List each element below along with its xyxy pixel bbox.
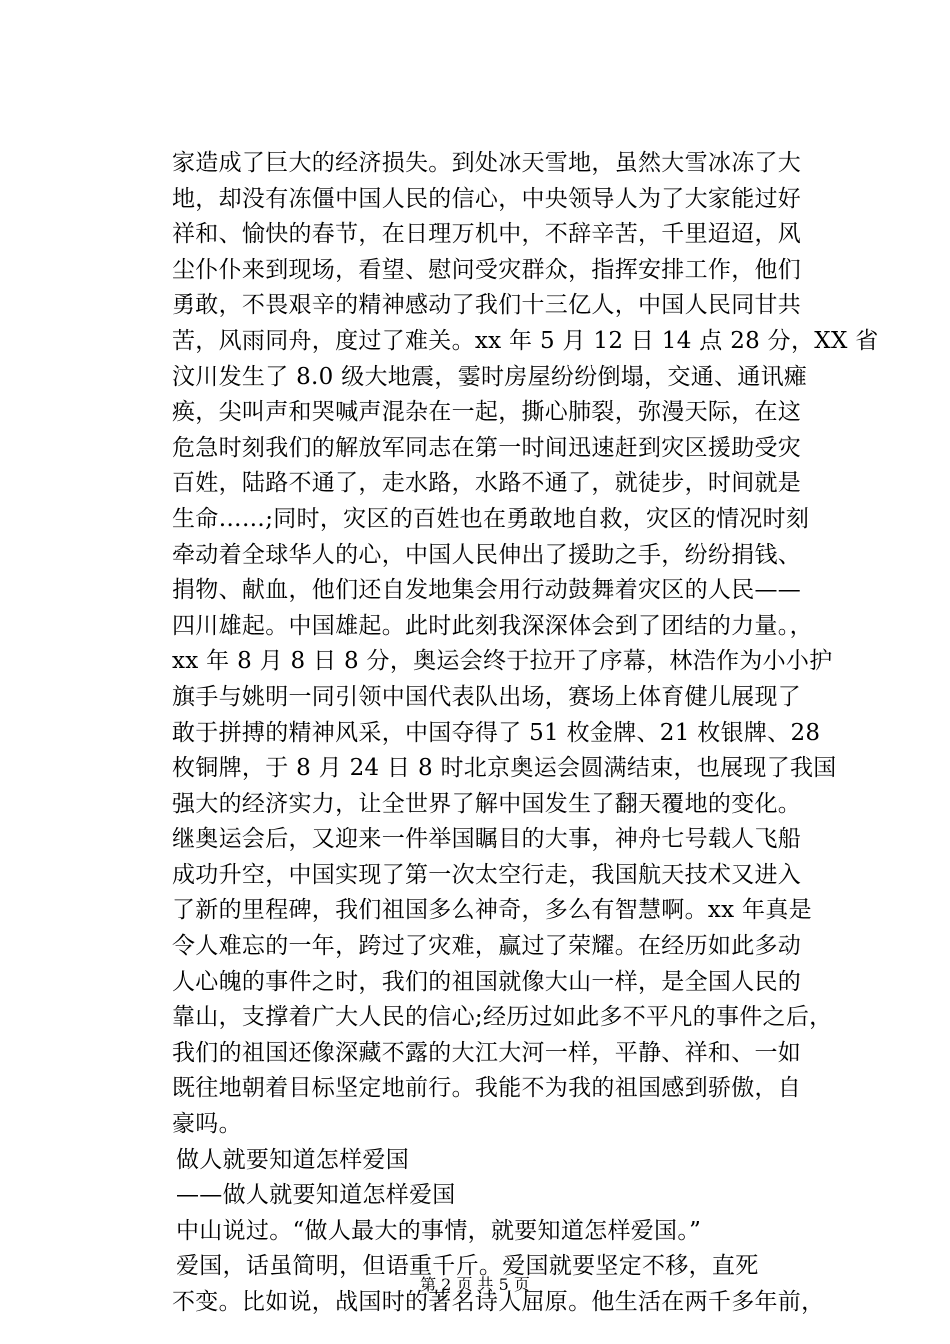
page-number-footer: 第 2 页 共 5 页 (420, 1275, 530, 1294)
quote-line: 中山说过。“做人最大的事情，就要知道怎样爱国。” (176, 1217, 702, 1244)
text-line: 我们的祖国还像深藏不露的大江大河一样，平静、祥和、一如 (172, 1039, 802, 1066)
text-line: 旗手与姚明一同引领中国代表队出场，赛场上体育健儿展现了 (172, 683, 802, 710)
text-line: 靠山，支撑着广大人民的信心;经历过如此多不平凡的事件之后， (172, 1004, 833, 1031)
section-subtitle: ——做人就要知道怎样爱国 (176, 1182, 456, 1209)
text-line: xx 年 8 月 8 日 8 分，奥运会终于拉开了序幕，林浩作为小小护 (172, 648, 833, 675)
text-line: 勇敢，不畏艰辛的精神感动了我们十三亿人，中国人民同甘共 (172, 292, 802, 319)
text-line: 捐物、献血，他们还自发地集会用行动鼓舞着灾区的人民—— (172, 577, 802, 604)
text-line: 牵动着全球华人的心，中国人民伸出了援助之手，纷纷捐钱、 (172, 541, 802, 568)
text-line: 成功升空，中国实现了第一次太空行走，我国航天技术又进入 (172, 861, 802, 888)
text-line: 尘仆仆来到现场，看望、慰问受灾群众，指挥安排工作，他们 (172, 256, 802, 283)
text-line: 豪吗。 (172, 1111, 242, 1138)
text-line: 人心魄的事件之时，我们的祖国就像大山一样，是全国人民的 (172, 968, 802, 995)
text-line: 不变。比如说，战国时的著名诗人屈原。他生活在两千多年前， (172, 1289, 825, 1315)
text-line: 枚铜牌，于 8 月 24 日 8 时北京奥运会圆满结束，也展现了我国 (172, 755, 837, 782)
text-line: 了新的里程碑，我们祖国多么神奇，多么有智慧啊。xx 年真是 (172, 897, 812, 924)
text-line: 家造成了巨大的经济损失。到处冰天雪地，虽然大雪冰冻了大 (172, 150, 802, 176)
text-line: 继奥运会后，又迎来一件举国瞩目的大事，神舟七号载人飞船 (172, 826, 802, 853)
text-line: 危急时刻我们的解放军同志在第一时间迅速赶到灾区援助受灾 (172, 434, 802, 461)
text-line: 爱国，话虽简明，但语重千斤。爱国就要坚定不移，直死 (176, 1253, 759, 1280)
text-line: 祥和、愉快的春节，在日理万机中，不辞辛苦，千里迢迢，风 (172, 221, 802, 248)
text-line: 强大的经济实力，让全世界了解中国发生了翻天覆地的变化。 (172, 790, 802, 817)
text-line: 令人难忘的一年，跨过了灾难，赢过了荣耀。在经历如此多动 (172, 933, 802, 960)
text-line: 生命……;同时，灾区的百姓也在勇敢地自救，灾区的情况时刻 (172, 505, 810, 532)
document-body (172, 146, 879, 1321)
text-line: 地，却没有冻僵中国人民的信心，中央领导人为了大家能过好 (172, 185, 802, 212)
text-line: 敢于拼搏的精神风采，中国夺得了 51 枚金牌、21 枚银牌、28 (172, 719, 821, 746)
text-line: 苦，风雨同舟，度过了难关。xx 年 5 月 12 日 14 点 28 分，XX 省 (172, 327, 879, 354)
text-line: 汶川发生了 8.0 级大地震，霎时房屋纷纷倒塌，交通、通讯瘫 (172, 363, 808, 390)
text-line: 四川雄起。中国雄起。此时此刻我深深体会到了团结的力量。， (172, 612, 813, 639)
text-line: 既往地朝着目标坚定地前行。我能不为我的祖国感到骄傲，自 (172, 1075, 802, 1102)
text-line: 痪，尖叫声和哭喊声混杂在一起，撕心肺裂，弥漫天际，在这 (172, 399, 802, 426)
section-title: 做人就要知道怎样爱国 (176, 1146, 409, 1173)
text-line: 百姓，陆路不通了，走水路，水路不通了，就徒步，时间就是 (172, 470, 802, 497)
